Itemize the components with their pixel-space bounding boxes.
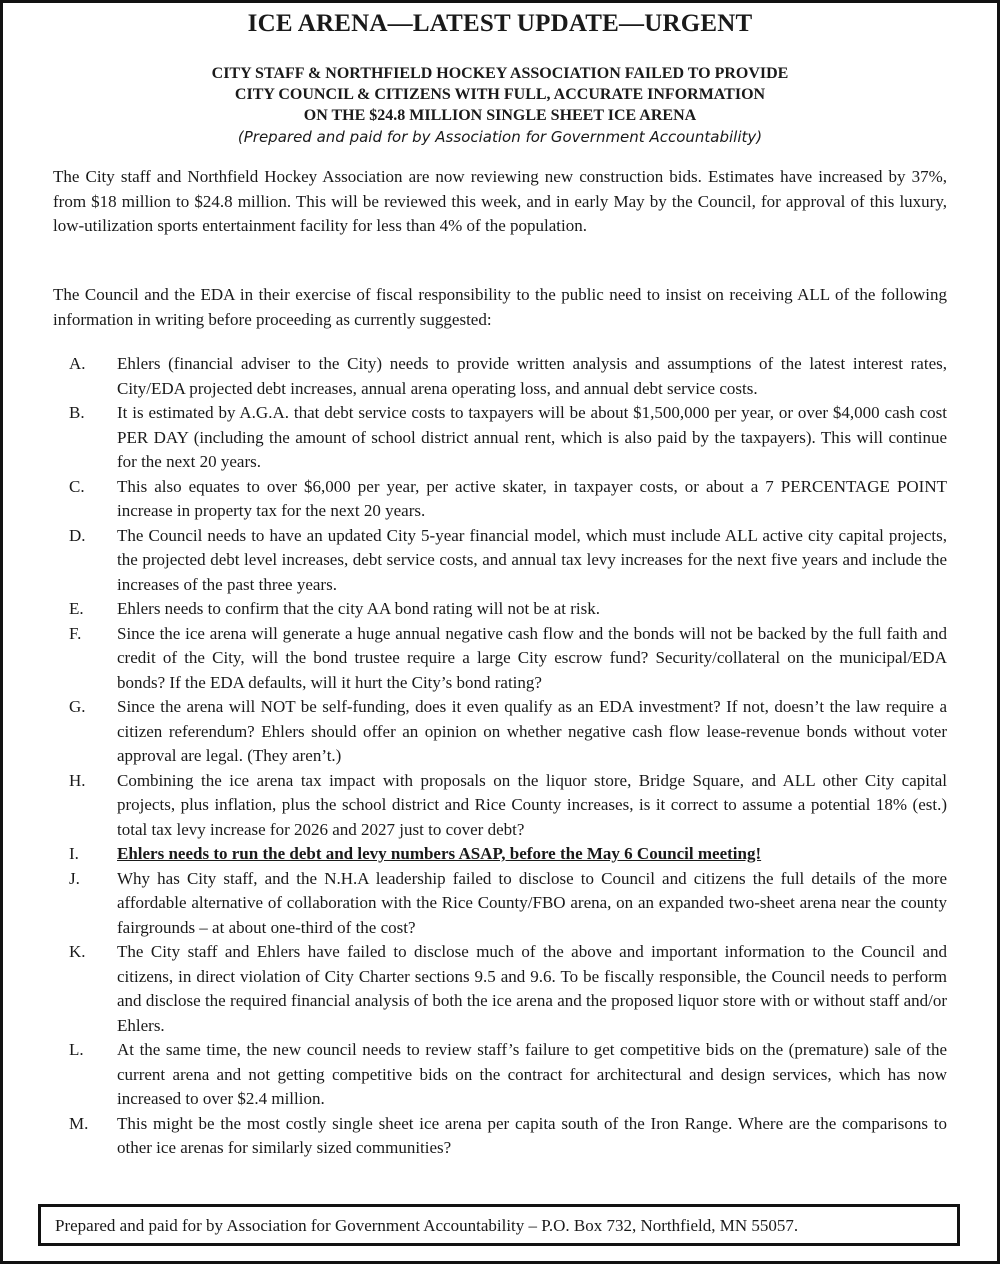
- list-item-k: [53, 940, 947, 1038]
- list-item-l: [53, 1038, 947, 1112]
- item-letter: B.: [69, 403, 85, 422]
- subtitle-line-2: CITY COUNCIL & CITIZENS WITH FULL, ACCURATE INFORMATION: [234, 86, 766, 103]
- list-item-d: [53, 524, 947, 598]
- item-text: Ehlers needs to confirm that the city AA bond rating will not be at risk.: [117, 599, 600, 618]
- list-item-c: [53, 475, 947, 524]
- item-text-emphasized: Ehlers needs to run the debt and levy numbers ASAP, before the May 6 Council meeting!: [117, 844, 762, 863]
- list-item-e: [53, 597, 947, 622]
- intro-paragraph: The City staff and Northfield Hockey Association are now reviewing new construction bids. Estimates have increased by 37%, from $18 million to $24.8 million. This will be reviewed this week, and in early May by the Council, for approval of this luxury, low-utilization sports entertainment facility for less than 4% of the population.: [53, 167, 947, 235]
- item-letter: A.: [69, 354, 86, 373]
- item-letter: C.: [69, 476, 85, 496]
- item-letter: I.: [69, 844, 79, 863]
- item-text: The Council needs to have an updated City 5-year financial model, which must include ALL active city capital projects, the projected debt level increases, debt service costs, and annual tax levy increases for the next five years and include the increases of the past three years.: [117, 525, 947, 594]
- list-item-i: [53, 842, 947, 867]
- item-letter: L.: [69, 1040, 84, 1059]
- list-item-m: [53, 1112, 947, 1161]
- list-item-j: [53, 867, 947, 941]
- item-text: The City staff and Ehlers have failed to disclose much of the above and important information to the Council and citizens, in direct violation of City Charter sections 9.5 and 9.6. To be fiscally responsible, the Council needs to perform and disclose the required financial analysis of both the ice arena and the proposed liquor store with or without staff and/or Ehlers.: [117, 942, 947, 1035]
- page-title: ICE ARENA—LATEST UPDATE—URGENT: [247, 10, 753, 37]
- item-text: Why has City staff, and the N.H.A leadership failed to disclose to Council and citizens the full details of the more affordable alternative of collaboration with the Rice County/FBO arena, on an expanded two-sheet arena near the county fairgrounds – at about one-third of the cost?: [117, 868, 947, 937]
- item-letter: D.: [69, 525, 86, 545]
- item-letter: H.: [69, 770, 86, 790]
- item-text: It is estimated by A.G.A. that debt service costs to taxpayers will be about $1,500,000 per year, or over $4,000 cash cost PER DAY (including the amount of school district annual rent, which is also paid by the taxpayers). This will continue for the next 20 years.: [117, 403, 947, 471]
- request-paragraph: The Council and the EDA in their exercise of fiscal responsibility to the public need to insist on receiving ALL of the following information in writing before proceeding as currently suggested:: [53, 285, 947, 329]
- list-item-g: [53, 695, 947, 769]
- subtitle-line-3: ON THE $24.8 MILLION SINGLE SHEET ICE ARENA: [303, 107, 697, 124]
- subtitle-line-1: CITY STAFF & NORTHFIELD HOCKEY ASSOCIATION FAILED TO PROVIDE: [211, 65, 789, 82]
- item-letter: G.: [69, 697, 86, 716]
- item-text: Combining the ice arena tax impact with proposals on the liquor store, Bridge Square, and ALL other City capital projects, plus inflation, plus the school district and Rice County increases, is it correct to assume a potential 18% (est.) total tax levy increase for 2026 and 2027 just to cover debt?: [117, 770, 947, 839]
- list-item-f: [53, 622, 947, 696]
- item-letter: M.: [69, 1113, 89, 1133]
- questions-list: [53, 352, 947, 1161]
- list-item-b: [53, 401, 947, 475]
- item-letter: F.: [69, 623, 82, 643]
- item-text: This also equates to over $6,000 per year, per active skater, in taxpayer costs, or about a 7 PERCENTAGE POINT increase in property tax for the next 20 years.: [117, 476, 947, 520]
- footer-disclaimer: Prepared and paid for by Association for Government Accountability – P.O. Box 732, Northfield, MN 55057.: [38, 1204, 960, 1246]
- item-text: Since the ice arena will generate a huge annual negative cash flow and the bonds will not be backed by the full faith and credit of the City, will the bond trustee require a large City escrow fund? Security/collateral on the municipal/EDA bonds? If the EDA defaults, will it hurt the City’s bond rating?: [117, 623, 947, 692]
- list-item-a: [53, 352, 947, 401]
- item-text: Ehlers (financial adviser to the City) needs to provide written analysis and assumptions of the latest interest rates, City/EDA projected debt increases, annual arena operating loss, and annual debt service costs.: [117, 354, 947, 398]
- item-letter: K.: [69, 942, 86, 961]
- item-letter: J.: [69, 868, 80, 888]
- item-text: At the same time, the new council needs to review staff’s failure to get competitive bids on the (premature) sale of the current arena and not getting competitive bids on the contract for architectural and design services, which has now increased to over $2.4 million.: [117, 1040, 947, 1108]
- subtitle-block: [0, 63, 1000, 148]
- subtitle-credit: (Prepared and paid for by Association for Government Accountability): [237, 128, 763, 146]
- item-letter: E.: [69, 599, 84, 618]
- item-text: Since the arena will NOT be self-funding, does it even qualify as an EDA investment? If not, doesn’t the law require a citizen referendum? Ehlers should offer an opinion on whether negative cash flow lease-revenue bonds without voter approval are legal. (They aren’t.): [117, 697, 947, 765]
- item-text: This might be the most costly single sheet ice arena per capita south of the Iron Range. Where are the comparisons to other ice arenas for similarly sized communities?: [117, 1113, 947, 1157]
- list-item-h: [53, 769, 947, 843]
